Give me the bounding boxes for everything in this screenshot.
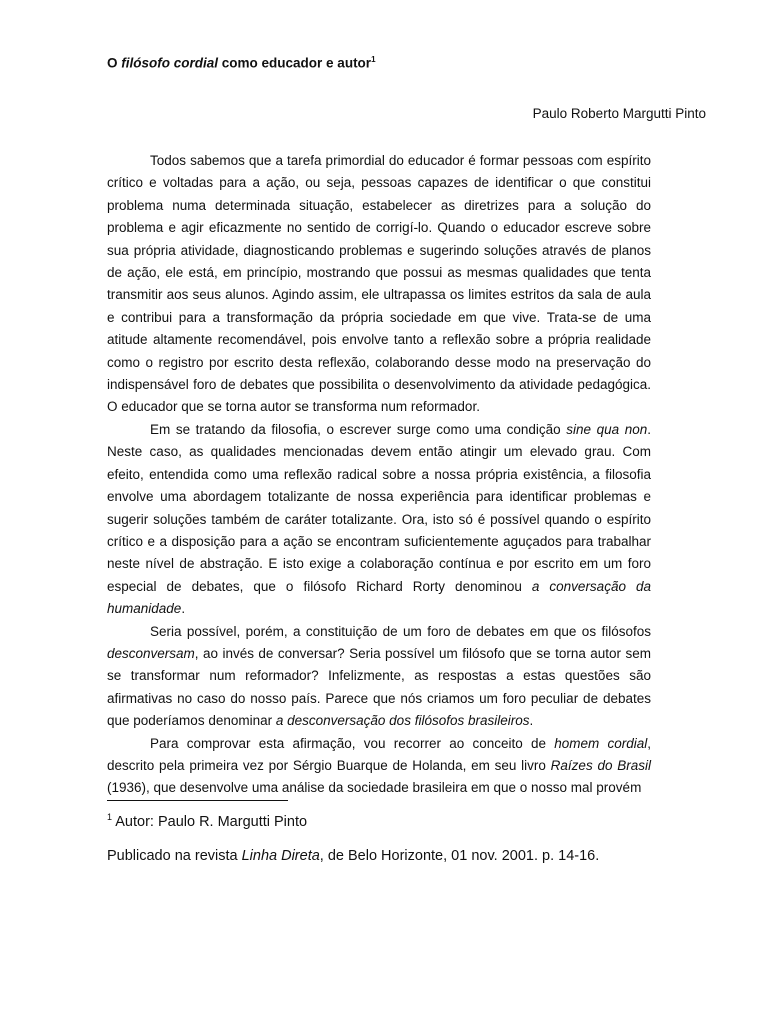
paragraph-3-text-b: , ao invés de conversar? Seria possível um filósofo que se torna autor sem se transformar num reformador? Infelizmente, as respostas a estas questões são afirmativas no caso do nosso país. Parece que nós criamos um foro peculiar de debates que poderíamos denominar xyxy=(107,645,651,729)
paragraph-4-text-c: (1936), que desenvolve uma análise da sociedade brasileira em que o nosso mal provém xyxy=(107,780,642,796)
paragraph-2-text-a: Em se tratando da filosofia, o escrever surge como uma condição xyxy=(150,421,567,437)
paragraph-2-italic-a: sine qua non xyxy=(566,421,648,437)
publication-prefix: Publicado na revista xyxy=(107,848,242,864)
footnote-separator xyxy=(107,800,288,801)
footnote-text: Autor: Paulo R. Margutti Pinto xyxy=(112,813,308,830)
paragraph-2-italic-b: a conversação da humanidade xyxy=(107,578,651,617)
publication-italic: Linha Direta xyxy=(241,848,320,864)
paragraph-3-text-a: Seria possível, porém, a constituição de um foro de debates em que os filósofos xyxy=(150,623,651,639)
title-suffix: como educador e autor xyxy=(218,55,372,71)
publication-suffix: , de Belo Horizonte, 01 nov. 2001. p. 14-16. xyxy=(319,848,600,864)
document-title xyxy=(107,55,376,71)
paragraph-4-italic-a: homem cordial xyxy=(554,735,648,751)
title-prefix: O xyxy=(107,55,122,71)
paragraph-4-text-b: , descrito pela primeira vez por Sérgio Buarque de Holanda, em seu livro xyxy=(107,735,651,773)
paragraph-1 xyxy=(107,150,651,419)
body-text xyxy=(107,150,651,800)
paragraph-2-text-c: . xyxy=(181,601,186,617)
paragraph-3 xyxy=(107,621,651,733)
author-name: Paulo Roberto Margutti Pinto xyxy=(532,106,706,121)
title-italic: filósofo cordial xyxy=(121,55,219,71)
footnote xyxy=(107,812,307,830)
paragraph-4-text-a: Para comprovar esta afirmação, vou recorrer ao conceito de xyxy=(150,735,555,751)
footnote-number: 1 xyxy=(107,812,113,822)
paragraph-3-italic-b: a desconversação dos filósofos brasileiros xyxy=(275,713,530,729)
paragraph-2 xyxy=(107,419,651,621)
paragraph-4 xyxy=(107,733,651,800)
paragraph-1-text: Todos sabemos que a tarefa primordial do educador é formar pessoas com espírito crítico e voltadas para a ação, ou seja, pessoas capazes de identificar o que constitui problema numa determinada situação, estabelecer as diretrizes para a solução do problema e agir eficazmente no sentido de corrigí-lo. Quando o educador escreve sobre sua própria atividade, diagnosticando problemas e sugerindo soluções através de planos de ação, ele está, em princípio, mostrando que possui as mesmas qualidades que tenta transmitir aos seus alunos. Agindo assim, ele ultrapassa os limites estritos da sala de aula e contribui para a transformação da própria sociedade em que vive. Trata-se de uma atitude altamente recomendável, pois envolve tanto a reflexão sobre a própria realidade como o registro por escrito desta reflexão, colaborando desse modo na preservação do indispensável foro de debates que possibilita o desenvolvimento da atividade pedagógica. O educador que se torna autor se transforma num reformador. xyxy=(107,153,651,415)
paragraph-4-italic-b: Raízes do Brasil xyxy=(550,757,651,773)
title-footnote-ref: 1 xyxy=(371,55,376,64)
paragraph-3-italic-a: desconversam xyxy=(107,645,195,661)
paragraph-2-text-b: . Neste caso, as qualidades mencionadas devem então atingir um elevado grau. Com efeito, entendida como uma reflexão radical sobre a nossa própria existência, a filosofia envolve uma abordagem totalizante de nossa experiência para identificar problemas e sugerir soluções também de caráter totalizante. Ora, isto só é possível quando o espírito crítico e a disposição para a ação se encontram suficientemente aguçados para trabalhar neste nível de abstração. E isto exige a colaboração contínua e por escrito em um foro especial de debates, que o filósofo Richard Rorty denominou xyxy=(107,421,651,594)
publication-note xyxy=(107,848,599,864)
paragraph-3-text-c: . xyxy=(529,713,534,729)
